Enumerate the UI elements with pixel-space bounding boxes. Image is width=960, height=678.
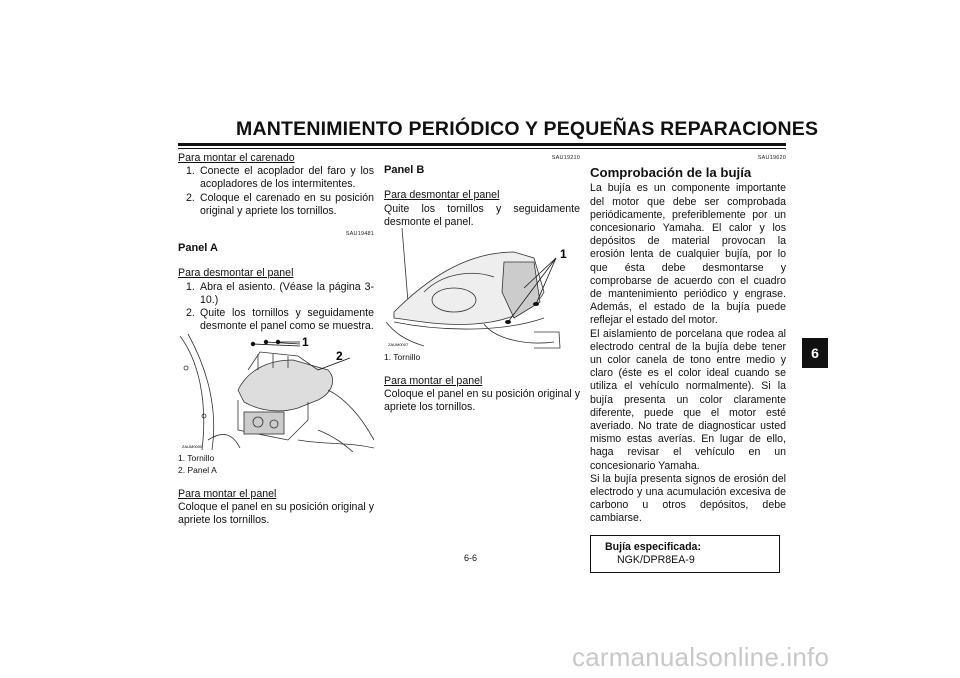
list-item [178, 281, 374, 307]
caption-1: 1. Tornillo [384, 352, 421, 362]
mount-panel-text: Coloque el panel en su posición original y apriete los tornillos. [384, 388, 580, 414]
page-title: MANTENIMIENTO PERIÓDICO Y PEQUEÑAS REPARACIONES [236, 118, 819, 140]
figure-code: ZAUM0000 [182, 444, 203, 449]
callout-1: 1 [302, 335, 309, 349]
step-number: 2. [186, 191, 195, 204]
spec-box [590, 535, 780, 573]
step-number: 2. [186, 307, 195, 320]
step-text: Quite los tornillos y seguidamente desmonte el panel como se muestra. [200, 307, 374, 333]
remove-panel-steps [178, 281, 374, 334]
section-code: SAU19620 [757, 155, 786, 161]
mount-fairing-heading: Para montar el carenado [178, 152, 295, 164]
paragraph-2: El aislamiento de porcelana que rodea al electrodo central de la bujía debe tener un color canela de tono entre medio y claro (éste es el color ideal cuando se utiliza el vehículo normalmente). Si la bujía presenta un color claramente diferente, puede que el motor esté averiado. No trate de diagnosticar usted mismo estas averías. En lugar de ello, haga revisar el vehículo en un concesionario Yamaha. [590, 327, 786, 472]
page-number: 6-6 [464, 553, 478, 563]
section-code: SAU19210 [551, 155, 580, 161]
mount-panel-heading: Para montar el panel [178, 488, 277, 500]
column-2 [384, 152, 580, 229]
header-rule [178, 143, 786, 146]
list-item [178, 192, 374, 218]
spec-value: NGK/DPR8EA-9 [617, 553, 695, 566]
caption-1: 1. Tornillo [178, 453, 215, 463]
step-text: Coloque el carenado en su posición original y apriete los tornillos. [200, 191, 374, 217]
figure-code: ZAUM0007 [388, 342, 409, 347]
paragraph-3: Si la bujía presenta signos de erosión del electrodo y una acumulación excesiva de carbono u otros depósitos, debe cambiarse. [590, 472, 786, 525]
panel-a-illustration [178, 330, 374, 452]
column-1 [178, 152, 374, 333]
remove-panel-heading: Para desmontar el panel [178, 267, 294, 280]
caption-2: 2. Panel A [178, 465, 217, 475]
step-number: 1. [186, 280, 195, 293]
list-item [178, 165, 374, 191]
mount-fairing-steps [178, 165, 374, 218]
mount-panel-heading: Para montar el panel [384, 375, 483, 387]
chapter-tab[interactable]: 6 [802, 338, 828, 368]
paragraph-1: La bujía es un componente importante del motor que debe ser comprobada periódicamente, preferiblemente por un concesionario Yamaha. El calor y los depósitos de material provocan la erosión lenta de cualquier bujía, por lo que ésta debe desmontarse y comprobarse de acuerdo con el cuadro de mantenimiento periódico y engrase. Además, el estado de la bujía puede reflejar el estado del motor. [590, 182, 786, 327]
panel-a-title: Panel A [178, 242, 218, 255]
callout-1: 1 [560, 247, 567, 261]
step-number: 1. [186, 165, 195, 178]
spec-label: Bujía especificada: [605, 540, 701, 553]
watermark: carmanualsonline.info [572, 642, 830, 672]
remove-panel-text: Quite los tornillos y seguidamente desmonte el panel. [384, 202, 580, 228]
mount-panel-text: Coloque el panel en su posición original y apriete los tornillos. [178, 501, 374, 527]
callout-2: 2 [336, 349, 343, 363]
section-title: Comprobación de la bujía [590, 165, 752, 181]
remove-panel-heading: Para desmontar el panel [384, 189, 500, 202]
step-text: Conecte el acoplador del faro y los acopladores de los intermitentes. [200, 165, 374, 191]
step-text: Abra el asiento. (Véase la página 3-10.) [200, 280, 374, 306]
header-rule-thin [178, 148, 786, 149]
column-3 [590, 152, 786, 573]
column-1-lower [178, 452, 374, 528]
panel-b-title: Panel B [384, 164, 425, 177]
column-2-lower [384, 351, 580, 415]
section-code: SAU19481 [345, 231, 374, 238]
panel-b-illustration [384, 222, 580, 350]
